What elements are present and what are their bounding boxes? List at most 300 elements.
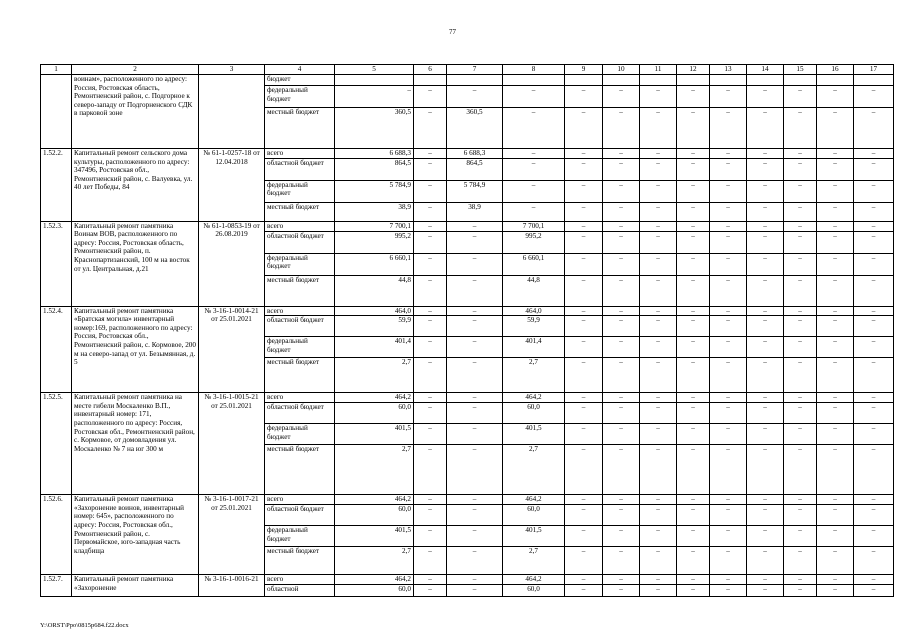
empty-dash: – xyxy=(603,221,640,231)
year-value: – xyxy=(447,275,503,306)
year-value: 401,5 xyxy=(503,526,565,547)
empty-dash: – xyxy=(817,108,854,149)
year-value: 464,2 xyxy=(503,575,565,585)
empty-dash: – xyxy=(414,337,447,358)
year-value: – xyxy=(503,86,565,108)
empty-dash: – xyxy=(854,393,894,403)
empty-dash: – xyxy=(784,253,817,275)
empty-dash: – xyxy=(414,424,447,445)
empty-dash: – xyxy=(677,221,710,231)
year-value: – xyxy=(447,221,503,231)
empty-dash: – xyxy=(603,306,640,316)
empty-dash: – xyxy=(854,306,894,316)
year-value: – xyxy=(447,316,503,337)
empty-dash xyxy=(854,75,894,86)
empty-dash: – xyxy=(677,424,710,445)
empty-dash: – xyxy=(677,180,710,202)
year-value: 464,2 xyxy=(503,495,565,505)
funding-source: федеральный бюджет xyxy=(265,180,335,202)
empty-dash: – xyxy=(854,231,894,253)
total-value: 995,2 xyxy=(335,231,414,253)
empty-dash: – xyxy=(854,526,894,547)
empty-dash xyxy=(414,75,447,86)
table-row xyxy=(41,149,894,159)
year-value: – xyxy=(447,445,503,495)
table-row xyxy=(41,495,894,505)
empty-dash: – xyxy=(784,424,817,445)
empty-dash xyxy=(747,75,784,86)
empty-dash: – xyxy=(784,526,817,547)
empty-dash: – xyxy=(414,316,447,337)
empty-dash: – xyxy=(603,526,640,547)
empty-dash: – xyxy=(854,253,894,275)
item-description: Капитальный ремонт памятника Воинам ВОВ, расположенного по адресу: Россия, Ростовская область, Ремонтненский район, п. Краснопартизанский, 100 м на восток от ул. Центральная, д.21 xyxy=(72,221,199,306)
empty-dash: – xyxy=(710,108,747,149)
funding-source: всего xyxy=(265,393,335,403)
empty-dash: – xyxy=(854,275,894,306)
year-value: 864,5 xyxy=(447,158,503,180)
empty-dash: – xyxy=(747,180,784,202)
column-number: 10 xyxy=(603,65,640,75)
year-value xyxy=(503,75,565,86)
total-value: – xyxy=(335,86,414,108)
empty-dash: – xyxy=(565,526,603,547)
funding-source: областной бюджет xyxy=(265,231,335,253)
empty-dash: – xyxy=(854,424,894,445)
funding-source: всего xyxy=(265,575,335,585)
item-description: воинам», расположенного по адресу: Россия, Ростовская область, Ремонтненский район, с. Подгорное к северо-западу от Подгорненского СДК в парковой зоне xyxy=(72,75,199,149)
empty-dash: – xyxy=(565,231,603,253)
empty-dash: – xyxy=(565,275,603,306)
table-row xyxy=(41,75,894,86)
empty-dash: – xyxy=(854,149,894,159)
empty-dash: – xyxy=(677,337,710,358)
column-number: 15 xyxy=(784,65,817,75)
year-value: 464,2 xyxy=(503,393,565,403)
empty-dash: – xyxy=(603,393,640,403)
empty-dash: – xyxy=(565,424,603,445)
empty-dash: – xyxy=(603,316,640,337)
total-value: 464,2 xyxy=(335,575,414,585)
empty-dash: – xyxy=(747,445,784,495)
empty-dash: – xyxy=(817,180,854,202)
year-value: – xyxy=(503,149,565,159)
item-description: Капитальный ремонт памятника на месте гибели Москаленко В.П., инвентарный номер: 171, расположенного по адресу: Россия, Ростовская обл., Ремонтненский район, с. Кормовое, от домовладения ул. Москаленко № 7 на юг 300 м xyxy=(72,393,199,495)
empty-dash: – xyxy=(565,403,603,424)
year-value: 7 700,1 xyxy=(503,221,565,231)
year-value: 401,5 xyxy=(503,424,565,445)
empty-dash: – xyxy=(817,158,854,180)
empty-dash: – xyxy=(640,316,677,337)
empty-dash: – xyxy=(640,505,677,526)
year-value: – xyxy=(447,585,503,597)
year-value: 6 688,3 xyxy=(447,149,503,159)
empty-dash: – xyxy=(565,445,603,495)
empty-dash: – xyxy=(710,306,747,316)
total-value: 401,5 xyxy=(335,526,414,547)
empty-dash: – xyxy=(817,424,854,445)
total-value: 38,9 xyxy=(335,202,414,221)
empty-dash: – xyxy=(817,149,854,159)
funding-source: местный бюджет xyxy=(265,547,335,575)
empty-dash: – xyxy=(784,337,817,358)
empty-dash: – xyxy=(677,316,710,337)
empty-dash: – xyxy=(710,575,747,585)
total-value: 59,9 xyxy=(335,316,414,337)
year-value: 401,4 xyxy=(503,337,565,358)
year-value: 464,0 xyxy=(503,306,565,316)
empty-dash: – xyxy=(414,231,447,253)
empty-dash: – xyxy=(710,180,747,202)
empty-dash: – xyxy=(565,108,603,149)
empty-dash: – xyxy=(677,306,710,316)
empty-dash: – xyxy=(854,316,894,337)
empty-dash: – xyxy=(640,86,677,108)
permit-document: № 3-16-1-0014-21 от 25.01.2021 xyxy=(199,306,265,393)
empty-dash: – xyxy=(784,275,817,306)
empty-dash: – xyxy=(747,231,784,253)
funding-source: всего xyxy=(265,306,335,316)
empty-dash: – xyxy=(640,306,677,316)
empty-dash xyxy=(603,75,640,86)
empty-dash: – xyxy=(414,108,447,149)
empty-dash: – xyxy=(784,180,817,202)
empty-dash: – xyxy=(603,253,640,275)
empty-dash: – xyxy=(747,424,784,445)
empty-dash: – xyxy=(640,585,677,597)
empty-dash: – xyxy=(784,403,817,424)
column-number-row xyxy=(41,65,894,75)
funding-source: федеральный бюджет xyxy=(265,86,335,108)
empty-dash: – xyxy=(817,253,854,275)
column-number: 16 xyxy=(817,65,854,75)
empty-dash: – xyxy=(784,108,817,149)
year-value: – xyxy=(447,86,503,108)
empty-dash: – xyxy=(710,585,747,597)
year-value: – xyxy=(447,403,503,424)
empty-dash: – xyxy=(817,547,854,575)
empty-dash: – xyxy=(603,495,640,505)
year-value: 44,8 xyxy=(503,275,565,306)
column-number: 14 xyxy=(747,65,784,75)
empty-dash: – xyxy=(640,424,677,445)
funding-source: областной xyxy=(265,585,335,597)
empty-dash: – xyxy=(710,526,747,547)
empty-dash: – xyxy=(854,575,894,585)
year-value: 6 660,1 xyxy=(503,253,565,275)
year-value: – xyxy=(447,358,503,393)
empty-dash: – xyxy=(710,316,747,337)
empty-dash: – xyxy=(747,149,784,159)
empty-dash: – xyxy=(747,337,784,358)
empty-dash: – xyxy=(710,221,747,231)
empty-dash: – xyxy=(640,158,677,180)
column-number: 8 xyxy=(503,65,565,75)
empty-dash: – xyxy=(784,575,817,585)
empty-dash: – xyxy=(414,149,447,159)
empty-dash: – xyxy=(817,358,854,393)
funding-source: федеральный бюджет xyxy=(265,424,335,445)
empty-dash: – xyxy=(603,403,640,424)
empty-dash: – xyxy=(565,393,603,403)
empty-dash: – xyxy=(784,86,817,108)
empty-dash: – xyxy=(603,358,640,393)
empty-dash: – xyxy=(677,445,710,495)
empty-dash: – xyxy=(710,495,747,505)
empty-dash: – xyxy=(710,424,747,445)
empty-dash: – xyxy=(640,275,677,306)
empty-dash: – xyxy=(565,158,603,180)
permit-document xyxy=(199,75,265,149)
item-number xyxy=(41,75,72,149)
funding-source: местный бюджет xyxy=(265,275,335,306)
empty-dash: – xyxy=(784,445,817,495)
empty-dash: – xyxy=(414,575,447,585)
empty-dash: – xyxy=(414,158,447,180)
empty-dash: – xyxy=(784,495,817,505)
year-value: – xyxy=(447,547,503,575)
empty-dash: – xyxy=(677,526,710,547)
empty-dash: – xyxy=(747,547,784,575)
funding-source: всего xyxy=(265,149,335,159)
empty-dash: – xyxy=(603,231,640,253)
empty-dash: – xyxy=(854,86,894,108)
empty-dash: – xyxy=(854,358,894,393)
empty-dash: – xyxy=(817,393,854,403)
total-value: 60,0 xyxy=(335,505,414,526)
empty-dash: – xyxy=(565,202,603,221)
empty-dash: – xyxy=(854,337,894,358)
empty-dash: – xyxy=(784,306,817,316)
empty-dash: – xyxy=(784,231,817,253)
empty-dash: – xyxy=(747,585,784,597)
empty-dash: – xyxy=(710,202,747,221)
empty-dash: – xyxy=(677,253,710,275)
permit-document: № 61-1-0257-18 от 12.04.2018 xyxy=(199,149,265,222)
year-value: 38,9 xyxy=(447,202,503,221)
empty-dash: – xyxy=(784,316,817,337)
item-number: 1.52.3. xyxy=(41,221,72,306)
empty-dash: – xyxy=(565,316,603,337)
empty-dash: – xyxy=(747,495,784,505)
empty-dash: – xyxy=(747,158,784,180)
year-value: – xyxy=(503,202,565,221)
year-value: 2,7 xyxy=(503,547,565,575)
total-value xyxy=(335,75,414,86)
total-value: 464,2 xyxy=(335,393,414,403)
empty-dash: – xyxy=(640,403,677,424)
funding-source: местный бюджет xyxy=(265,358,335,393)
table-row xyxy=(41,221,894,231)
item-number: 1.52.4. xyxy=(41,306,72,393)
empty-dash: – xyxy=(854,180,894,202)
empty-dash: – xyxy=(640,108,677,149)
empty-dash: – xyxy=(710,393,747,403)
year-value: 995,2 xyxy=(503,231,565,253)
empty-dash: – xyxy=(565,505,603,526)
empty-dash xyxy=(565,75,603,86)
empty-dash: – xyxy=(640,526,677,547)
empty-dash: – xyxy=(710,505,747,526)
empty-dash: – xyxy=(414,253,447,275)
empty-dash: – xyxy=(640,445,677,495)
year-value: – xyxy=(447,575,503,585)
column-number: 9 xyxy=(565,65,603,75)
empty-dash: – xyxy=(414,393,447,403)
column-number: 6 xyxy=(414,65,447,75)
empty-dash: – xyxy=(565,337,603,358)
empty-dash: – xyxy=(784,358,817,393)
empty-dash: – xyxy=(640,393,677,403)
year-value: – xyxy=(503,180,565,202)
empty-dash: – xyxy=(603,547,640,575)
empty-dash: – xyxy=(677,495,710,505)
empty-dash: – xyxy=(817,221,854,231)
empty-dash: – xyxy=(565,495,603,505)
empty-dash: – xyxy=(677,403,710,424)
empty-dash: – xyxy=(747,358,784,393)
empty-dash: – xyxy=(747,526,784,547)
funding-source: областной бюджет xyxy=(265,505,335,526)
total-value: 6 660,1 xyxy=(335,253,414,275)
column-number: 5 xyxy=(335,65,414,75)
empty-dash: – xyxy=(603,424,640,445)
empty-dash: – xyxy=(710,275,747,306)
empty-dash: – xyxy=(414,547,447,575)
empty-dash: – xyxy=(710,337,747,358)
column-number: 1 xyxy=(41,65,72,75)
empty-dash: – xyxy=(565,253,603,275)
year-value: – xyxy=(447,393,503,403)
empty-dash: – xyxy=(817,275,854,306)
empty-dash: – xyxy=(414,180,447,202)
budget-table xyxy=(40,64,894,597)
empty-dash: – xyxy=(710,86,747,108)
empty-dash: – xyxy=(710,149,747,159)
empty-dash: – xyxy=(603,505,640,526)
empty-dash: – xyxy=(854,495,894,505)
empty-dash: – xyxy=(747,316,784,337)
empty-dash: – xyxy=(414,445,447,495)
empty-dash xyxy=(710,75,747,86)
empty-dash: – xyxy=(784,149,817,159)
permit-document: № 61-1-0853-19 от 26.08.2019 xyxy=(199,221,265,306)
total-value: 7 700,1 xyxy=(335,221,414,231)
file-path-footer: Y:\ORST\Ppo\0815p684.f22.docx xyxy=(40,622,129,629)
page-number: 77 xyxy=(449,28,456,36)
empty-dash: – xyxy=(565,547,603,575)
total-value: 60,0 xyxy=(335,585,414,597)
empty-dash: – xyxy=(817,306,854,316)
empty-dash: – xyxy=(565,180,603,202)
empty-dash: – xyxy=(677,231,710,253)
empty-dash: – xyxy=(565,306,603,316)
year-value xyxy=(447,75,503,86)
empty-dash: – xyxy=(603,445,640,495)
year-value: – xyxy=(503,158,565,180)
column-number: 3 xyxy=(199,65,265,75)
empty-dash: – xyxy=(603,158,640,180)
empty-dash: – xyxy=(414,86,447,108)
empty-dash: – xyxy=(603,86,640,108)
empty-dash: – xyxy=(603,108,640,149)
permit-document: № 3-16-1-0017-21 от 25.01.2021 xyxy=(199,495,265,575)
table-row xyxy=(41,575,894,585)
empty-dash: – xyxy=(640,495,677,505)
item-number: 1.52.5. xyxy=(41,393,72,495)
empty-dash: – xyxy=(710,253,747,275)
empty-dash: – xyxy=(640,180,677,202)
empty-dash xyxy=(640,75,677,86)
empty-dash: – xyxy=(603,575,640,585)
empty-dash: – xyxy=(784,505,817,526)
empty-dash: – xyxy=(603,275,640,306)
item-description: Капитальный ремонт памятника «Захоронение xyxy=(72,575,199,597)
year-value: – xyxy=(447,306,503,316)
empty-dash: – xyxy=(414,221,447,231)
funding-source: всего xyxy=(265,221,335,231)
total-value: 401,4 xyxy=(335,337,414,358)
year-value: – xyxy=(447,495,503,505)
empty-dash: – xyxy=(854,221,894,231)
year-value: – xyxy=(447,424,503,445)
total-value: 2,7 xyxy=(335,445,414,495)
empty-dash: – xyxy=(817,505,854,526)
permit-document: № 3-16-1-0016-21 xyxy=(199,575,265,597)
empty-dash: – xyxy=(817,526,854,547)
empty-dash: – xyxy=(817,231,854,253)
column-number: 2 xyxy=(72,65,199,75)
empty-dash: – xyxy=(854,445,894,495)
empty-dash: – xyxy=(414,358,447,393)
funding-source: областной бюджет xyxy=(265,158,335,180)
empty-dash: – xyxy=(817,337,854,358)
empty-dash: – xyxy=(414,202,447,221)
empty-dash xyxy=(784,75,817,86)
empty-dash: – xyxy=(677,505,710,526)
empty-dash: – xyxy=(414,306,447,316)
empty-dash: – xyxy=(640,202,677,221)
empty-dash: – xyxy=(677,158,710,180)
total-value: 464,0 xyxy=(335,306,414,316)
empty-dash: – xyxy=(414,275,447,306)
column-number: 13 xyxy=(710,65,747,75)
empty-dash: – xyxy=(603,337,640,358)
funding-source: федеральный бюджет xyxy=(265,526,335,547)
year-value: 5 784,9 xyxy=(447,180,503,202)
column-number: 17 xyxy=(854,65,894,75)
empty-dash: – xyxy=(784,585,817,597)
empty-dash: – xyxy=(784,202,817,221)
empty-dash: – xyxy=(603,585,640,597)
empty-dash: – xyxy=(710,158,747,180)
empty-dash: – xyxy=(414,505,447,526)
empty-dash: – xyxy=(784,221,817,231)
empty-dash: – xyxy=(565,149,603,159)
empty-dash: – xyxy=(854,585,894,597)
empty-dash: – xyxy=(747,108,784,149)
empty-dash: – xyxy=(640,358,677,393)
empty-dash: – xyxy=(817,403,854,424)
total-value: 360,5 xyxy=(335,108,414,149)
empty-dash: – xyxy=(603,202,640,221)
year-value: – xyxy=(447,337,503,358)
empty-dash: – xyxy=(854,158,894,180)
year-value: – xyxy=(447,505,503,526)
empty-dash: – xyxy=(677,202,710,221)
empty-dash: – xyxy=(677,358,710,393)
empty-dash: – xyxy=(747,505,784,526)
